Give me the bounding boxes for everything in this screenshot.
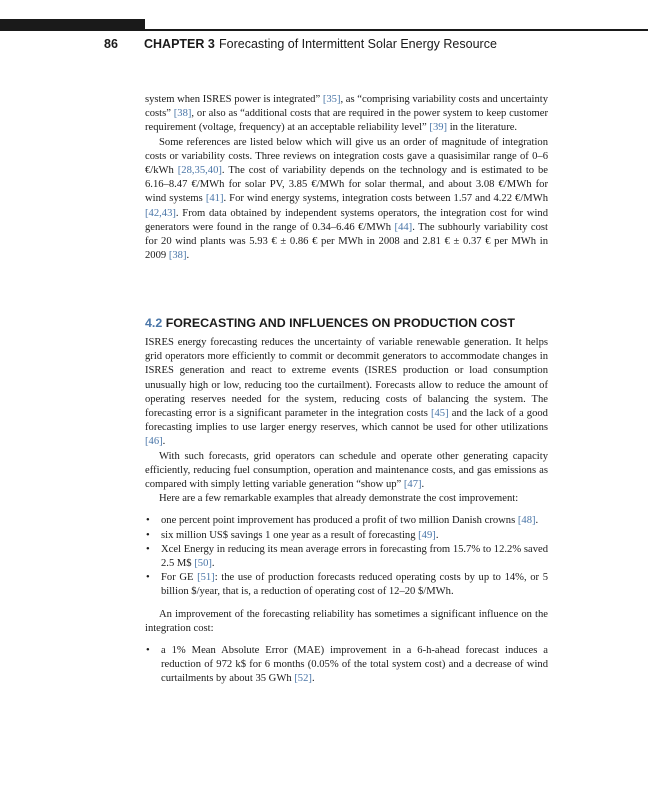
text-run: . — [162, 436, 166, 448]
text-block-main — [145, 336, 548, 687]
text-run: six million US$ savings 1 one year as a result of forecasting — [161, 529, 419, 541]
citation-link[interactable]: [48] — [517, 515, 536, 527]
bullet-item — [145, 571, 548, 599]
text-run: and the lack of a good forecasting implies to use larger energy reserves, which cannot be used for other utilizations — [145, 408, 548, 434]
text-run: Some references are listed below which will give us an order of magnitude of integration costs or variability costs. Three reviews on integration costs gave a quasisimilar range of 0–6 €/kWh — [145, 136, 548, 177]
chapter-label: CHAPTER 3 — [144, 37, 215, 51]
text-run: . — [186, 250, 190, 262]
text-run: . For wind energy systems, integration costs between 1.57 and 4.22 €/MWh — [223, 193, 548, 205]
bullet-list — [145, 514, 548, 599]
citation-link[interactable]: [49] — [418, 529, 436, 541]
paragraph — [145, 608, 548, 636]
text-run: For GE — [161, 572, 198, 584]
bullet-item — [145, 514, 548, 528]
bullet-item — [145, 543, 548, 571]
bullet-icon: • — [146, 515, 150, 527]
bullet-icon: • — [146, 543, 150, 555]
bullet-item — [145, 529, 548, 543]
text-run: . — [311, 673, 315, 685]
text-run: in the literature. — [447, 122, 518, 134]
paragraph — [145, 492, 548, 506]
citation-link[interactable]: [35] — [322, 94, 341, 105]
text-run: . The cost of variability depends on the technology and is estimated to be 6.16–8.47 €/MWh for solar PV, 3.85 €/MWh for solar thermal, and about 3.08 €/MWh for wind systems — [145, 165, 548, 205]
paragraph — [145, 93, 548, 136]
paragraph — [145, 336, 548, 450]
section-number: 4.2 — [145, 316, 163, 330]
citation-link[interactable]: [44] — [394, 221, 413, 233]
text-run: With such forecasts, grid operators can schedule and operate other generating capacity efficiently, reducing fuel consumption, operation and maintenance costs, and gas emissions as compared with simply letting variable generation “show up” — [145, 450, 548, 491]
bullet-icon: • — [146, 572, 150, 584]
chapter-title: Forecasting of Intermittent Solar Energy Resource — [219, 37, 497, 51]
text-run: , as “comprising variability costs and uncertainty costs” — [145, 94, 548, 120]
text-run: . — [435, 529, 439, 541]
citation-link[interactable]: [46] — [145, 436, 163, 448]
paragraph — [145, 136, 548, 264]
bullet-icon: • — [146, 529, 150, 541]
text-run: An improvement of the forecasting reliability has sometimes a significant influence on the integration cost: — [145, 608, 548, 634]
text-block-top — [145, 93, 548, 263]
citation-link[interactable]: [38] — [168, 250, 187, 262]
text-run: one percent point improvement has produced a profit of two million Danish crowns — [161, 515, 518, 527]
bullet-item — [145, 644, 548, 687]
text-run: . The subhourly variability cost for 20 wind plants was 5.93 € ± 0.86 € per MWh in 2008 and 2.81 € ± 0.37 € per MWh in 2009 — [145, 221, 549, 262]
citation-link[interactable]: [38] — [173, 108, 192, 120]
text-run: . — [421, 479, 425, 491]
citation-link[interactable]: [50] — [194, 558, 212, 570]
section-heading-block — [145, 316, 548, 330]
citation-link[interactable]: [52] — [294, 673, 312, 685]
header-rule — [0, 29, 648, 31]
citation-link[interactable]: [28,35,40] — [177, 165, 222, 177]
text-run: ISRES energy forecasting reduces the uncertainty of variable renewable generation. It helps grid operators more efficiently to commit or decommit generators to accommodate changes in ISRES generation and react to extreme events (ISRES production or load consumption unusually high or low, reducing too the curtailment). Forecasts allow to reduce the amount of operating reserves needed for the system, reducing costs of balancing the system. The forecasting error is a significant parameter in the integration costs — [145, 337, 548, 420]
citation-link[interactable]: [39] — [429, 122, 448, 134]
citation-link[interactable]: [47] — [403, 479, 422, 491]
citation-link[interactable]: [42,43] — [145, 207, 176, 219]
paragraph — [145, 450, 548, 493]
text-run: Xcel Energy in reducing its mean average errors in forecasting from 15.7% to 12.2% saved 2.5 M$ — [161, 543, 548, 570]
section-heading — [145, 316, 548, 330]
citation-link[interactable]: [41] — [205, 193, 224, 205]
text-run: , or also as “additional costs that are required in the power system to keep customer requirement (voltage, frequency) at an acceptable reliability level” — [145, 108, 549, 134]
bullet-list — [145, 644, 548, 687]
text-run: system when ISRES power is integrated” — [145, 94, 323, 105]
text-run: . From data obtained by independent systems operators, the integration cost for wind generators were found in the range of 0.34–6.46 €/MWh — [145, 207, 548, 233]
text-run: : the use of production forecasts reduced operating costs by up to 14%, or 5 billion $/year, that is, a reduction of operating cost of 12–20 $/MWh. — [161, 572, 548, 598]
text-run: . — [211, 558, 215, 570]
text-run: Here are a few remarkable examples that already demonstrate the cost improvement: — [159, 493, 519, 505]
running-header — [0, 37, 648, 53]
bullet-icon: • — [146, 645, 150, 657]
citation-link[interactable]: [51] — [197, 572, 215, 584]
text-run: . — [535, 515, 539, 527]
page-number: 86 — [104, 37, 118, 51]
section-title: FORECASTING AND INFLUENCES ON PRODUCTION COST — [165, 316, 515, 330]
citation-link[interactable]: [45] — [430, 408, 449, 420]
text-run: a 1% Mean Absolute Error (MAE) improvement in a 6-h-ahead forecast induces a reduction of 972 k$ for 6 months (0.05% of the total system cost) and a decrease of wind curtailments by about 35 GWh — [161, 645, 548, 685]
